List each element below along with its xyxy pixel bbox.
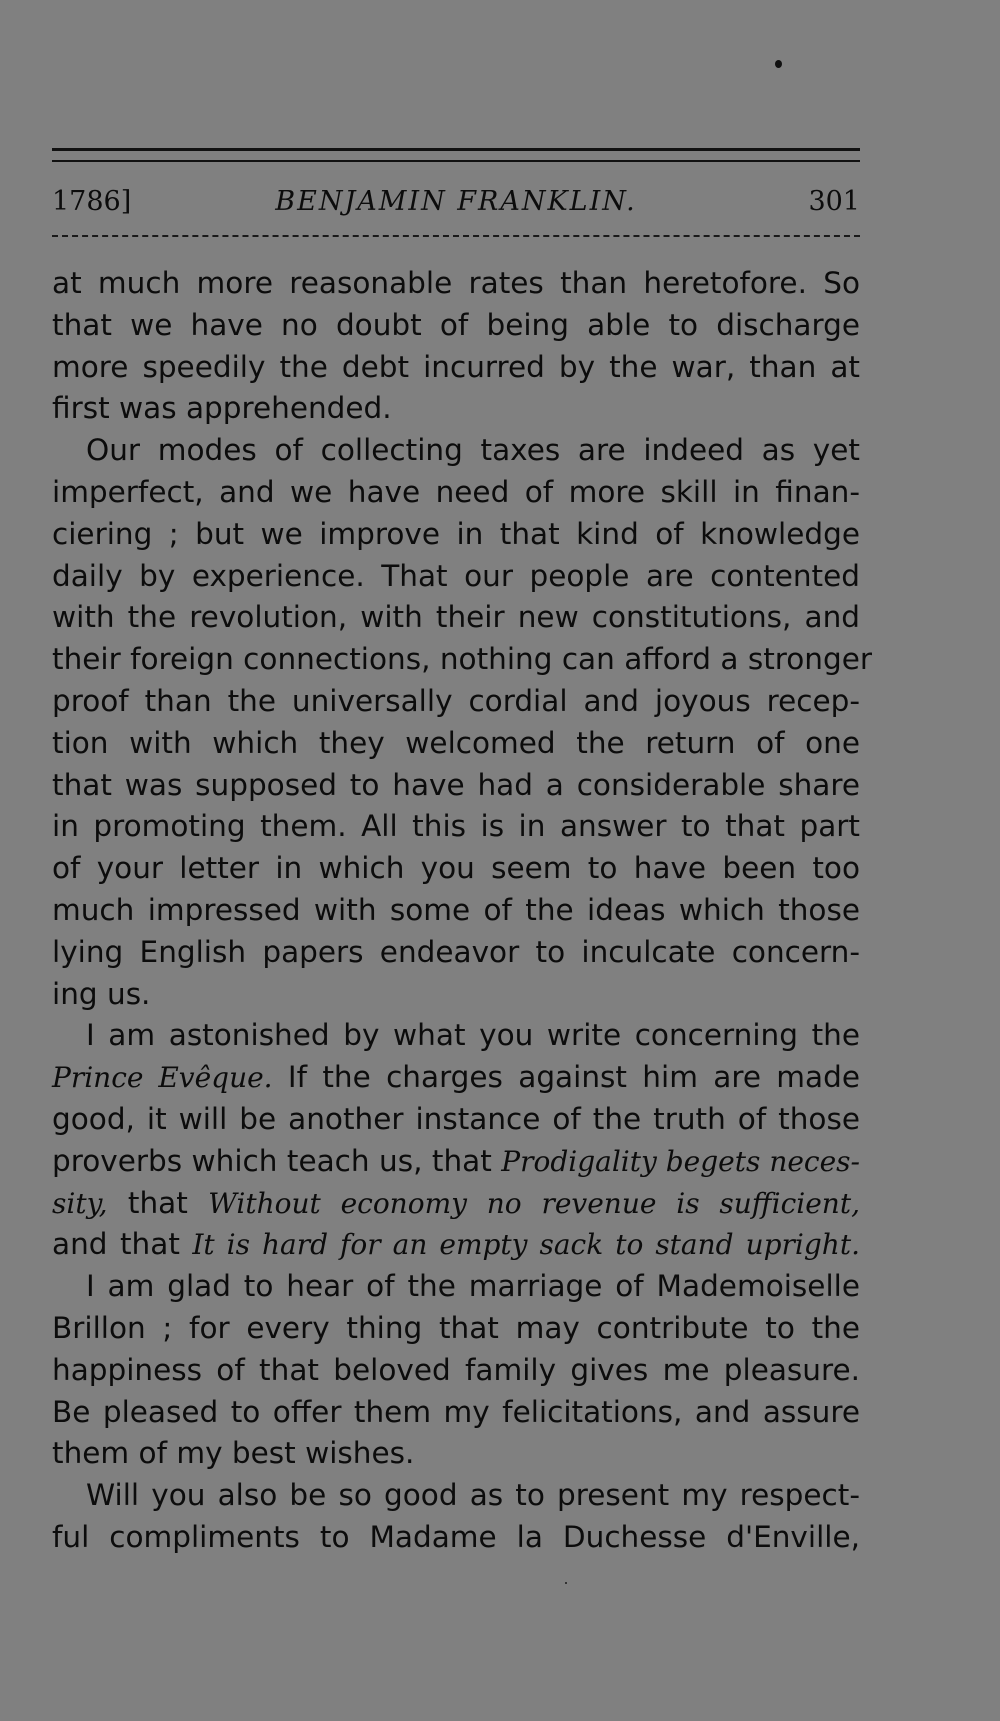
text-line: [52, 597, 860, 639]
text-segment: much impressed with some of the ideas which those: [52, 892, 860, 927]
text-segment: Be pleased to offer them my felicitations, and assure: [52, 1394, 860, 1429]
top-rule: [52, 148, 860, 151]
text-segment: Our modes of collecting taxes are indeed as yet: [86, 433, 860, 468]
text-line: [52, 514, 860, 556]
text-segment: in promoting them. All this is in answer to that part: [52, 809, 860, 844]
text-line: [52, 305, 860, 347]
text-line: [52, 723, 860, 765]
header-rule: [52, 235, 860, 237]
text-line: [52, 1183, 860, 1225]
ink-speck: [775, 60, 782, 68]
text-segment: Brillon ; for every thing that may contribute to the: [52, 1310, 860, 1345]
text-segment: proof than the universally cordial and joyous recep-: [52, 683, 860, 718]
text-segment: imperfect, and we have need of more skill in finan-: [52, 474, 860, 509]
text-line: [52, 556, 860, 598]
text-line: [52, 681, 860, 723]
text-line: [52, 806, 860, 848]
text-segment: that we have no doubt of being able to discharge: [52, 307, 860, 342]
text-segment: at much more reasonable rates than heretofore. So: [52, 266, 860, 300]
text-line: [52, 974, 860, 1016]
text-line: [52, 765, 860, 807]
text-line: [52, 430, 860, 472]
italic-text: Without economy no revenue is sufficient,: [208, 1186, 860, 1220]
running-header: [52, 186, 860, 226]
text-segment: that was supposed to have had a considerable share: [52, 767, 860, 802]
text-segment: of your letter in which you seem to have been too: [52, 851, 860, 886]
text-line: [52, 1475, 860, 1517]
text-line: [52, 1099, 860, 1141]
text-segment: ing us.: [52, 976, 151, 1011]
text-segment: with the revolution, with their new constitutions, and: [52, 600, 860, 635]
text-segment: daily by experience. That our people are contented: [52, 558, 860, 593]
text-line: [52, 388, 860, 430]
text-segment: good, it will be another instance of the truth of those: [52, 1101, 860, 1136]
italic-text: It is hard for an empty sack to stand upright.: [192, 1228, 860, 1262]
italic-text: Prince Evêque.: [52, 1061, 273, 1095]
text-line: [52, 472, 860, 514]
text-segment: and that: [52, 1227, 193, 1262]
text-line: [52, 347, 860, 389]
text-segment: that: [107, 1185, 209, 1220]
text-line: [52, 263, 860, 305]
text-line: [52, 1350, 860, 1392]
text-line: [52, 932, 860, 974]
header-year: 1786]: [52, 186, 132, 217]
text-segment: ful compliments to Madame la Duchesse d'Enville,: [52, 1519, 860, 1554]
text-line: [52, 639, 872, 681]
text-segment: I am astonished by what you write concerning the: [86, 1018, 860, 1053]
text-segment: proverbs which teach us, that: [52, 1143, 502, 1178]
text-line: [52, 1308, 860, 1350]
italic-text: sity,: [52, 1186, 108, 1220]
text-segment: I am glad to hear of the marriage of Mademoiselle: [86, 1269, 860, 1304]
text-segment: happiness of that beloved family gives me pleasure.: [52, 1352, 860, 1387]
body-text: [52, 263, 872, 1559]
text-line: [52, 1433, 860, 1475]
text-segment: tion with which they welcomed the return of one: [52, 725, 860, 760]
text-segment: Will you also be so good as to present my respect-: [86, 1478, 860, 1513]
italic-text: Prodigality begets neces-: [501, 1144, 861, 1178]
text-line: [52, 1266, 860, 1308]
text-segment: ciering ; but we improve in that kind of knowledge: [52, 516, 860, 551]
text-line: [52, 1517, 860, 1559]
text-segment: them of my best wishes.: [52, 1436, 415, 1471]
text-segment: their foreign connections, nothing can afford a stronger: [52, 642, 872, 677]
header-title: BENJAMIN FRANKLIN.: [275, 186, 637, 217]
text-line: [52, 1392, 860, 1434]
text-segment: lying English papers endeavor to inculcate concern-: [52, 934, 860, 969]
page-number: 301: [808, 186, 860, 217]
text-line: [52, 890, 860, 932]
text-line: [52, 1224, 860, 1266]
top-rule-thin: [52, 160, 860, 162]
text-segment: first was apprehended.: [52, 391, 392, 426]
text-line: [52, 1141, 860, 1183]
text-segment: more speedily the debt incurred by the war, than at: [52, 349, 860, 384]
text-line: [52, 848, 860, 890]
text-line: [52, 1057, 860, 1099]
ink-speck: [565, 1582, 567, 1584]
text-line: [52, 1015, 860, 1057]
text-segment: If the charges against him are made: [272, 1060, 860, 1095]
